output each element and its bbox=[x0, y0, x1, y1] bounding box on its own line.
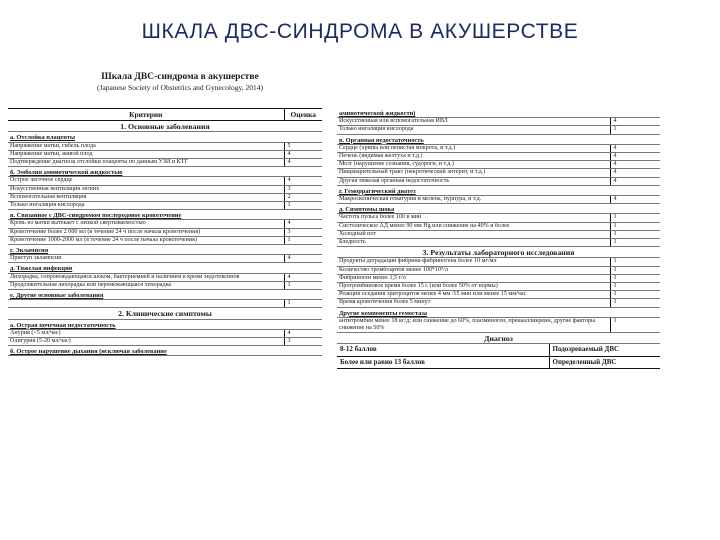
criterion-score: 4 bbox=[610, 153, 660, 161]
criterion-score: 1 bbox=[610, 126, 660, 134]
category-heading: б. Эмболия амниотической жидкостью bbox=[8, 167, 322, 177]
criterion-text: Протромбиновое время более 15 с (или более 50% от нормы) bbox=[337, 283, 610, 291]
criterion-text: Приступ эклампсии bbox=[8, 255, 284, 263]
category-heading: в. Органная недостаточность bbox=[337, 134, 660, 144]
table-row bbox=[337, 230, 660, 238]
table-row bbox=[337, 317, 660, 332]
section-heading: 3. Результаты лабораторного исследования bbox=[337, 247, 660, 258]
table-row bbox=[337, 153, 660, 161]
criterion-text: Напряжение матки, гибель плода bbox=[8, 142, 284, 150]
criterion-score: 3 bbox=[284, 338, 322, 346]
table-row bbox=[337, 144, 660, 152]
criterion-text: Мозг (нарушение сознания, судороги, и т.д.) bbox=[337, 161, 610, 169]
section-heading-row bbox=[337, 247, 660, 258]
criterion-text: Вспомогательная вентиляция bbox=[8, 193, 284, 201]
criterion-text: Реакция оседания эритроцитов менее 4 мм /15 мин или менее 15 мм/час bbox=[337, 291, 610, 299]
criterion-score: 1 bbox=[610, 214, 660, 222]
table-row bbox=[8, 193, 322, 201]
category-heading-row bbox=[8, 210, 322, 220]
criterion-score: 4 bbox=[284, 220, 322, 228]
criterion-text: Пищеварительный тракт (некротический энтерит, и т.д.) bbox=[337, 169, 610, 177]
criterion-text: Продолжительная лихорадка или перемежающаяся лихорадка bbox=[8, 281, 284, 289]
category-heading: д. Симптомы шока bbox=[337, 204, 660, 214]
criterion-score: 1 bbox=[284, 236, 322, 244]
category-heading-row bbox=[337, 134, 660, 144]
criterion-text: Олигурия (5-20 мл/час) bbox=[8, 338, 284, 346]
criterion-text: Искусственная или вспомогательная ИВЛ bbox=[337, 118, 610, 126]
category-heading-row bbox=[337, 108, 660, 118]
table-row bbox=[8, 236, 322, 244]
criterion-text: Только ингаляция кислорода bbox=[8, 202, 284, 210]
table-row bbox=[8, 150, 322, 158]
section-heading: 1. Основные заболевания bbox=[8, 121, 322, 132]
criteria-header: Критерии bbox=[8, 109, 284, 121]
criterion-score: 4 bbox=[284, 150, 322, 158]
table-row bbox=[337, 283, 660, 291]
criterion-text: Анурия (<5 мл/час) bbox=[8, 329, 284, 337]
category-heading: б. Острое нарушение дыхания (исключая заболевание bbox=[8, 346, 322, 356]
category-heading: Другие компоненты гемостаза bbox=[337, 307, 660, 317]
criterion-score: 4 bbox=[610, 118, 660, 126]
category-heading-row bbox=[8, 245, 322, 255]
criterion-text: Острое легочное сердце bbox=[8, 177, 284, 185]
category-heading: д. Тяжелая инфекция bbox=[8, 263, 322, 273]
criterion-score: 1 bbox=[610, 317, 660, 332]
table-row bbox=[8, 202, 322, 210]
category-heading: а. Отслойка плаценты bbox=[8, 132, 322, 142]
criterion-score: 5 bbox=[284, 142, 322, 150]
table-row bbox=[337, 196, 660, 204]
table-row bbox=[337, 118, 660, 126]
criterion-text: Лихорадка, сопровождающаяся шоком, бактериемией и наличием в крови эндотоксинов bbox=[8, 273, 284, 281]
criterion-score: 1 bbox=[284, 202, 322, 210]
criterion-score: 4 bbox=[610, 144, 660, 152]
table-row bbox=[337, 299, 660, 307]
table-row bbox=[8, 300, 322, 308]
table-row bbox=[8, 338, 322, 346]
table-row bbox=[8, 177, 322, 185]
criterion-text: Кровотечение 1000-2000 мл (в течение 24 ч после начала кровотечения) bbox=[8, 236, 284, 244]
table-row bbox=[8, 329, 322, 337]
criterion-score: 4 bbox=[284, 255, 322, 263]
section-heading: Диагноз bbox=[337, 333, 660, 344]
section-heading-row bbox=[337, 333, 660, 344]
criterion-score: 1 bbox=[610, 222, 660, 230]
category-heading-row bbox=[8, 290, 322, 300]
criterion-score: 4 bbox=[610, 161, 660, 169]
criterion-score: 1 bbox=[610, 239, 660, 247]
category-heading: г. Геморрагический диатез bbox=[337, 185, 660, 195]
table-row bbox=[8, 142, 322, 150]
section-heading-row bbox=[8, 121, 322, 132]
document-heading bbox=[60, 72, 300, 93]
table-row bbox=[337, 291, 660, 299]
criterion-text: Холодный пот bbox=[337, 230, 610, 238]
category-heading: а. Острая почечная недостаточность bbox=[8, 319, 322, 329]
criterion-score: 4 bbox=[610, 169, 660, 177]
criterion-score: 4 bbox=[284, 177, 322, 185]
category-heading: в. Связанное с ДВС-синдромом послеродовое кровотечение bbox=[8, 210, 322, 220]
criterion-score: 4 bbox=[284, 273, 322, 281]
criterion-text: Подтверждение диагноза отслойки плаценты по данным УЗИ и КТГ bbox=[8, 159, 284, 167]
criterion-text: Другая тяжелая органная недостаточность bbox=[337, 177, 610, 185]
scale-table-left-body bbox=[8, 121, 322, 356]
criterion-score: 3 bbox=[284, 228, 322, 236]
scale-table-right bbox=[337, 108, 660, 369]
table-row bbox=[337, 177, 660, 185]
criterion-score: 1 bbox=[610, 266, 660, 274]
table-row bbox=[8, 185, 322, 193]
document-title: Шкала ДВС-синдрома в акушерстве bbox=[101, 72, 259, 82]
criterion-text: Кровь из матки вытекает с низкой свертываемостью bbox=[8, 220, 284, 228]
criterion-score: 3 bbox=[284, 185, 322, 193]
criterion-text: Количество тромбоцитов менее 100*10⁹/л bbox=[337, 266, 610, 274]
score-header: Оценка bbox=[284, 109, 322, 121]
criterion-text: Продукты деградации фибрина-фибриногена более 10 мг/мл bbox=[337, 258, 610, 266]
criterion-text: Частота пульса более 100 в мин bbox=[337, 214, 610, 222]
table-row bbox=[337, 274, 660, 282]
table-row bbox=[8, 273, 322, 281]
table-row bbox=[337, 239, 660, 247]
diagnosis-result: Подозреваемый ДВС bbox=[549, 344, 660, 356]
category-heading-row bbox=[8, 132, 322, 142]
table-row bbox=[337, 169, 660, 177]
diagnosis-result: Определенный ДВС bbox=[549, 356, 660, 368]
criterion-score: 1 bbox=[610, 299, 660, 307]
category-heading: е. Другие основные заболевания bbox=[8, 290, 322, 300]
criterion-text: Напряжение матки, живой плод bbox=[8, 150, 284, 158]
criterion-text: Кровотечение более 2 000 мл (в течение 24 ч после начала кровотечения) bbox=[8, 228, 284, 236]
table-row bbox=[8, 281, 322, 289]
section-heading-row bbox=[8, 308, 322, 319]
table-row bbox=[337, 214, 660, 222]
criterion-text: Фибриноген менее 1,5 г/л bbox=[337, 274, 610, 282]
table-row bbox=[8, 159, 322, 167]
criterion-score: 4 bbox=[610, 196, 660, 204]
category-heading-row bbox=[337, 204, 660, 214]
table-row bbox=[8, 220, 322, 228]
table-row bbox=[8, 255, 322, 263]
criterion-text: Макроскопическая гематурия и мелена, пурпура, и т.д. bbox=[337, 196, 610, 204]
criterion-score: 1 bbox=[610, 258, 660, 266]
criterion-text bbox=[8, 300, 284, 308]
category-heading-row bbox=[337, 307, 660, 317]
criterion-text: Сердце (хрипы или пенистая мокрота, и т.д.) bbox=[337, 144, 610, 152]
criterion-score: 1 bbox=[610, 283, 660, 291]
criterion-text: Систолическое АД менее 90 мм Hg или снижение на 40% и более bbox=[337, 222, 610, 230]
section-heading: 2. Клинические симптомы bbox=[8, 308, 322, 319]
criterion-score: 1 bbox=[284, 281, 322, 289]
criterion-score: 1 bbox=[610, 230, 660, 238]
table-row bbox=[337, 222, 660, 230]
criterion-score: 1 bbox=[610, 274, 660, 282]
table-row bbox=[8, 228, 322, 236]
criterion-score: 2 bbox=[284, 193, 322, 201]
criterion-text: Бледность bbox=[337, 239, 610, 247]
slide-title: ШКАЛА ДВС-СИНДРОМА В АКУШЕРСТВЕ bbox=[141, 20, 579, 43]
category-heading-row bbox=[8, 263, 322, 273]
category-heading-row bbox=[8, 167, 322, 177]
category-heading-row bbox=[8, 346, 322, 356]
diagnosis-row bbox=[337, 356, 660, 368]
criterion-text: Искусственная вентиляция легких bbox=[8, 185, 284, 193]
table-row bbox=[337, 161, 660, 169]
table-header-row bbox=[8, 109, 322, 121]
criterion-score: 1 bbox=[610, 291, 660, 299]
criterion-score: 4 bbox=[610, 177, 660, 185]
criterion-text: Печень (видимая желтуха и т.д.) bbox=[337, 153, 610, 161]
document-subtitle: (Japanese Society of Obstetrics and Gynecology, 2014) bbox=[97, 83, 263, 92]
scale-table-left bbox=[8, 108, 322, 356]
category-heading-row bbox=[8, 319, 322, 329]
criterion-text: Только ингаляция кислорода bbox=[337, 126, 610, 134]
criterion-score: 4 bbox=[284, 329, 322, 337]
diagnosis-range: 8-12 баллов bbox=[337, 344, 549, 356]
category-heading-row bbox=[337, 185, 660, 195]
table-row bbox=[337, 266, 660, 274]
criterion-text: антитромбин менее 18 кг/д; или снижение до 60%, плазминоген, преккалликреин, другие факторы снижение на 50% bbox=[337, 317, 610, 332]
table-row bbox=[337, 258, 660, 266]
category-heading: г. Эклампсия bbox=[8, 245, 322, 255]
table-row bbox=[337, 126, 660, 134]
diagnosis-row bbox=[337, 344, 660, 356]
scale-table-right-body bbox=[337, 108, 660, 368]
criterion-text: Время кровотечения более 5 минут bbox=[337, 299, 610, 307]
criterion-score: 1 bbox=[284, 300, 322, 308]
diagnosis-range: Более или равно 13 баллов bbox=[337, 356, 549, 368]
category-heading: амниотической жидкости) bbox=[337, 108, 660, 118]
criterion-score: 4 bbox=[284, 159, 322, 167]
